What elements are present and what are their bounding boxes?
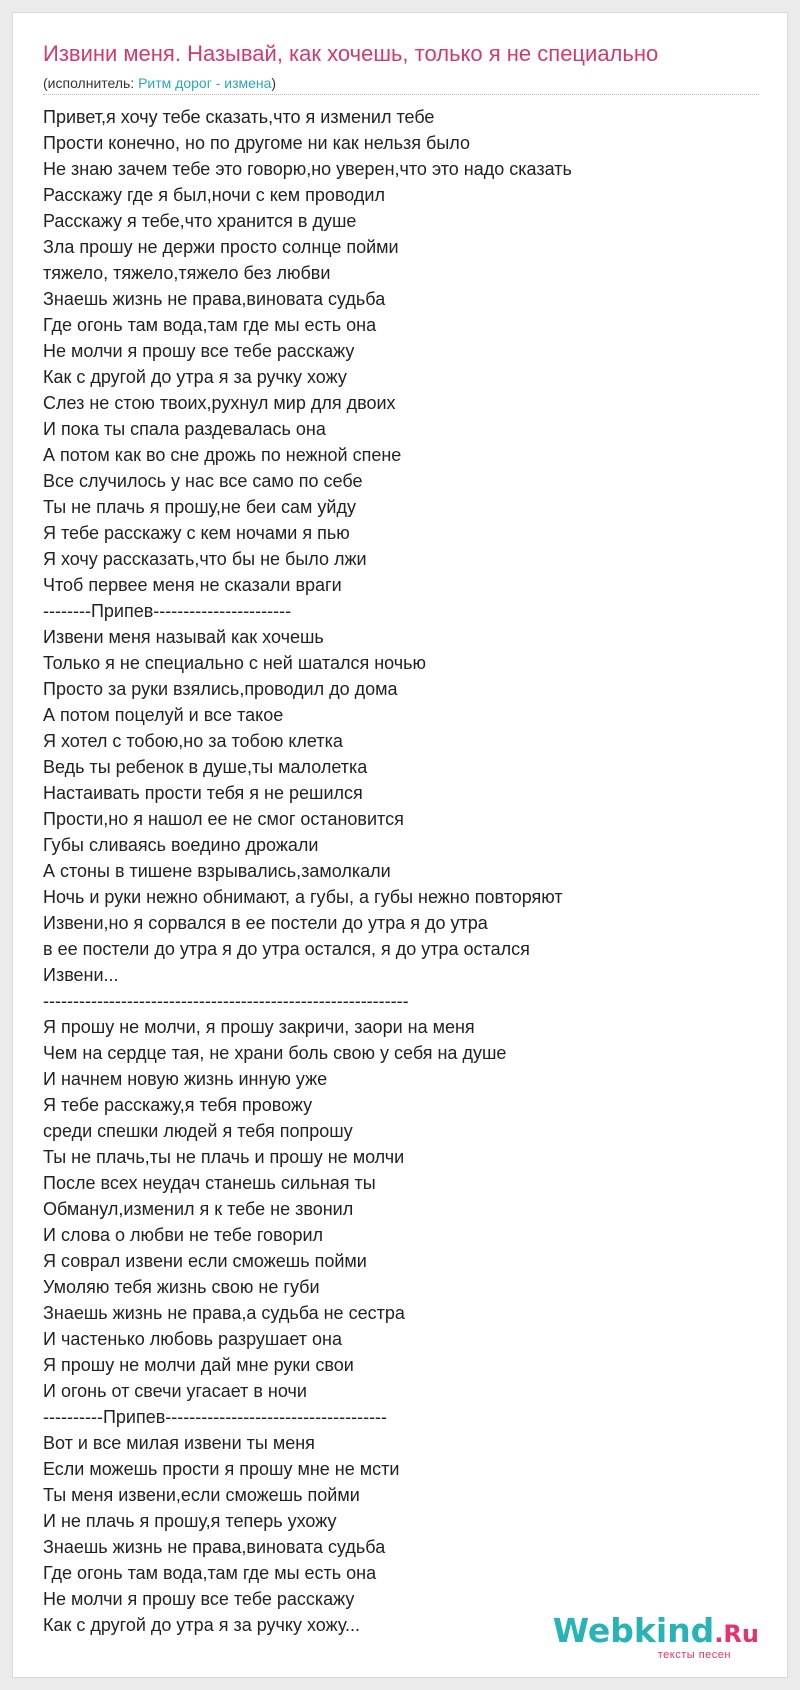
lyric-line: Извени... xyxy=(43,965,119,985)
lyric-line: Расскажу я тебе,что хранится в душе xyxy=(43,211,357,231)
lyric-line: После всех неудач станешь сильная ты xyxy=(43,1173,376,1193)
lyric-line: Ты не плачь я прошу,не беи сам уйду xyxy=(43,497,356,517)
lyric-line: Ведь ты ребенок в душе,ты малолетка xyxy=(43,757,368,777)
lyric-line: Я тебе расскажу с кем ночами я пью xyxy=(43,523,350,543)
lyric-line: Где огонь там вода,там где мы есть она xyxy=(43,1563,377,1583)
lyric-line: ----------Припев------------------------------------- xyxy=(43,1407,388,1427)
lyric-line: Ночь и руки нежно обнимают, а губы, а губы нежно повторяют xyxy=(43,887,563,907)
lyric-line: Просто за руки взялись,проводил до дома xyxy=(43,679,398,699)
lyric-line: И начнем новую жизнь инную уже xyxy=(43,1069,328,1089)
lyric-line: Чтоб первее меня не сказали враги xyxy=(43,575,342,595)
lyric-line: И пока ты спала раздевалась она xyxy=(43,419,326,439)
lyric-line: И частенько любовь разрушает она xyxy=(43,1329,343,1349)
lyric-line: Не молчи я прошу все тебе расскажу xyxy=(43,1589,355,1609)
lyric-line: Зла прошу не держи просто солнце пойми xyxy=(43,237,399,257)
lyric-line: Только я не специально с ней шатался ночью xyxy=(43,653,427,673)
lyric-line: Ты не плачь,ты не плачь и прошу не молчи xyxy=(43,1147,405,1167)
lyric-line: И слова о любви не тебе говорил xyxy=(43,1225,324,1245)
lyric-line: Знаешь жизнь не права,а судьба не сестра xyxy=(43,1303,405,1323)
lyric-line: А потом поцелуй и все такое xyxy=(43,705,284,725)
lyric-line: Я прошу не молчи, я прошу закричи, заори на меня xyxy=(43,1017,475,1037)
lyric-line: Ты меня извени,если сможешь пойми xyxy=(43,1485,360,1505)
lyric-line: Где огонь там вода,там где мы есть она xyxy=(43,315,377,335)
lyrics-card xyxy=(12,12,788,1678)
lyric-line: Извени,но я сорвался в ее постели до утра я до утра xyxy=(43,913,488,933)
lyric-line: в ее постели до утра я до утра остался, я до утра остался xyxy=(43,939,530,959)
logo-word: Webkind xyxy=(552,1611,715,1650)
lyric-line: Я тебе расскажу,я тебя провожу xyxy=(43,1095,313,1115)
lyric-line: Знаешь жизнь не права,виновата судьба xyxy=(43,1537,386,1557)
logo-tagline: тексты песен xyxy=(657,1649,731,1661)
lyric-line: Как с другой до утра я за ручку хожу... xyxy=(43,1615,361,1635)
lyric-line: Как с другой до утра я за ручку хожу xyxy=(43,367,347,387)
lyric-line: Расскажу где я был,ночи с кем проводил xyxy=(43,185,385,205)
logo-tld: .Ru xyxy=(714,1620,759,1648)
site-logo[interactable] xyxy=(552,1611,759,1661)
lyric-line: Не знаю зачем тебе это говорю,но уверен,что это надо сказать xyxy=(43,159,572,179)
lyric-line: А потом как во сне дрожь по нежной спене xyxy=(43,445,402,465)
lyric-line: Слез не стою твоих,рухнул мир для двоих xyxy=(43,393,396,413)
lyric-line: Я хотел с тобою,но за тобою клетка xyxy=(43,731,343,751)
lyric-line: Знаешь жизнь не права,виновата судьба xyxy=(43,289,386,309)
lyric-line: Я хочу рассказать,что бы не было лжи xyxy=(43,549,367,569)
lyric-line: Прости,но я нашол ее не смог остановится xyxy=(43,809,404,829)
performer-prefix: (исполнитель: xyxy=(43,75,139,91)
lyric-line: Настаивать прости тебя я не решился xyxy=(43,783,363,803)
lyric-line: Прости конечно, но по другоме ни как нельзя было xyxy=(43,133,470,153)
lyric-line: А стоны в тишене взрывались,замолкали xyxy=(43,861,391,881)
lyric-line: Привет,я хочу тебе сказать,что я изменил тебе xyxy=(43,107,435,127)
lyric-line: Все случилось у нас все само по себе xyxy=(43,471,363,491)
lyrics-text xyxy=(43,104,763,1638)
lyric-line: Я прошу не молчи дай мне руки свои xyxy=(43,1355,354,1375)
lyric-line: Обманул,изменил я к тебе не звонил xyxy=(43,1199,354,1219)
logo-wordmark xyxy=(553,1613,759,1652)
lyric-line: Извени меня называй как хочешь xyxy=(43,627,324,647)
lyric-line: Умоляю тебя жизнь свою не губи xyxy=(43,1277,320,1297)
lyric-line: среди спешки людей я тебя попрошу xyxy=(43,1121,353,1141)
lyric-line: --------Припев----------------------- xyxy=(43,601,292,621)
song-title: Извини меня. Называй, как хочешь, только я не специально xyxy=(43,41,659,66)
lyric-line: Губы сливаясь воедино дрожали xyxy=(43,835,319,855)
lyric-line: ------------------------------------------------------------- xyxy=(43,991,409,1011)
performer-link[interactable]: Ритм дорог - измена xyxy=(138,75,272,91)
lyric-line: Если можешь прости я прошу мне не мсти xyxy=(43,1459,400,1479)
lyric-line: Чем на сердце тая, не храни боль свою у себя на душе xyxy=(43,1043,507,1063)
lyric-line: И огонь от свечи угасает в ночи xyxy=(43,1381,307,1401)
lyric-line: И не плачь я прошу,я теперь ухожу xyxy=(43,1511,337,1531)
header-divider xyxy=(43,94,759,95)
lyric-line: Я соврал извени если сможешь пойми xyxy=(43,1251,367,1271)
lyric-line: Не молчи я прошу все тебе расскажу xyxy=(43,341,355,361)
lyric-line: Вот и все милая извени ты меня xyxy=(43,1433,315,1453)
performer-line xyxy=(43,75,276,91)
lyric-line: тяжело, тяжело,тяжело без любви xyxy=(43,263,331,283)
performer-suffix: ) xyxy=(271,75,277,91)
